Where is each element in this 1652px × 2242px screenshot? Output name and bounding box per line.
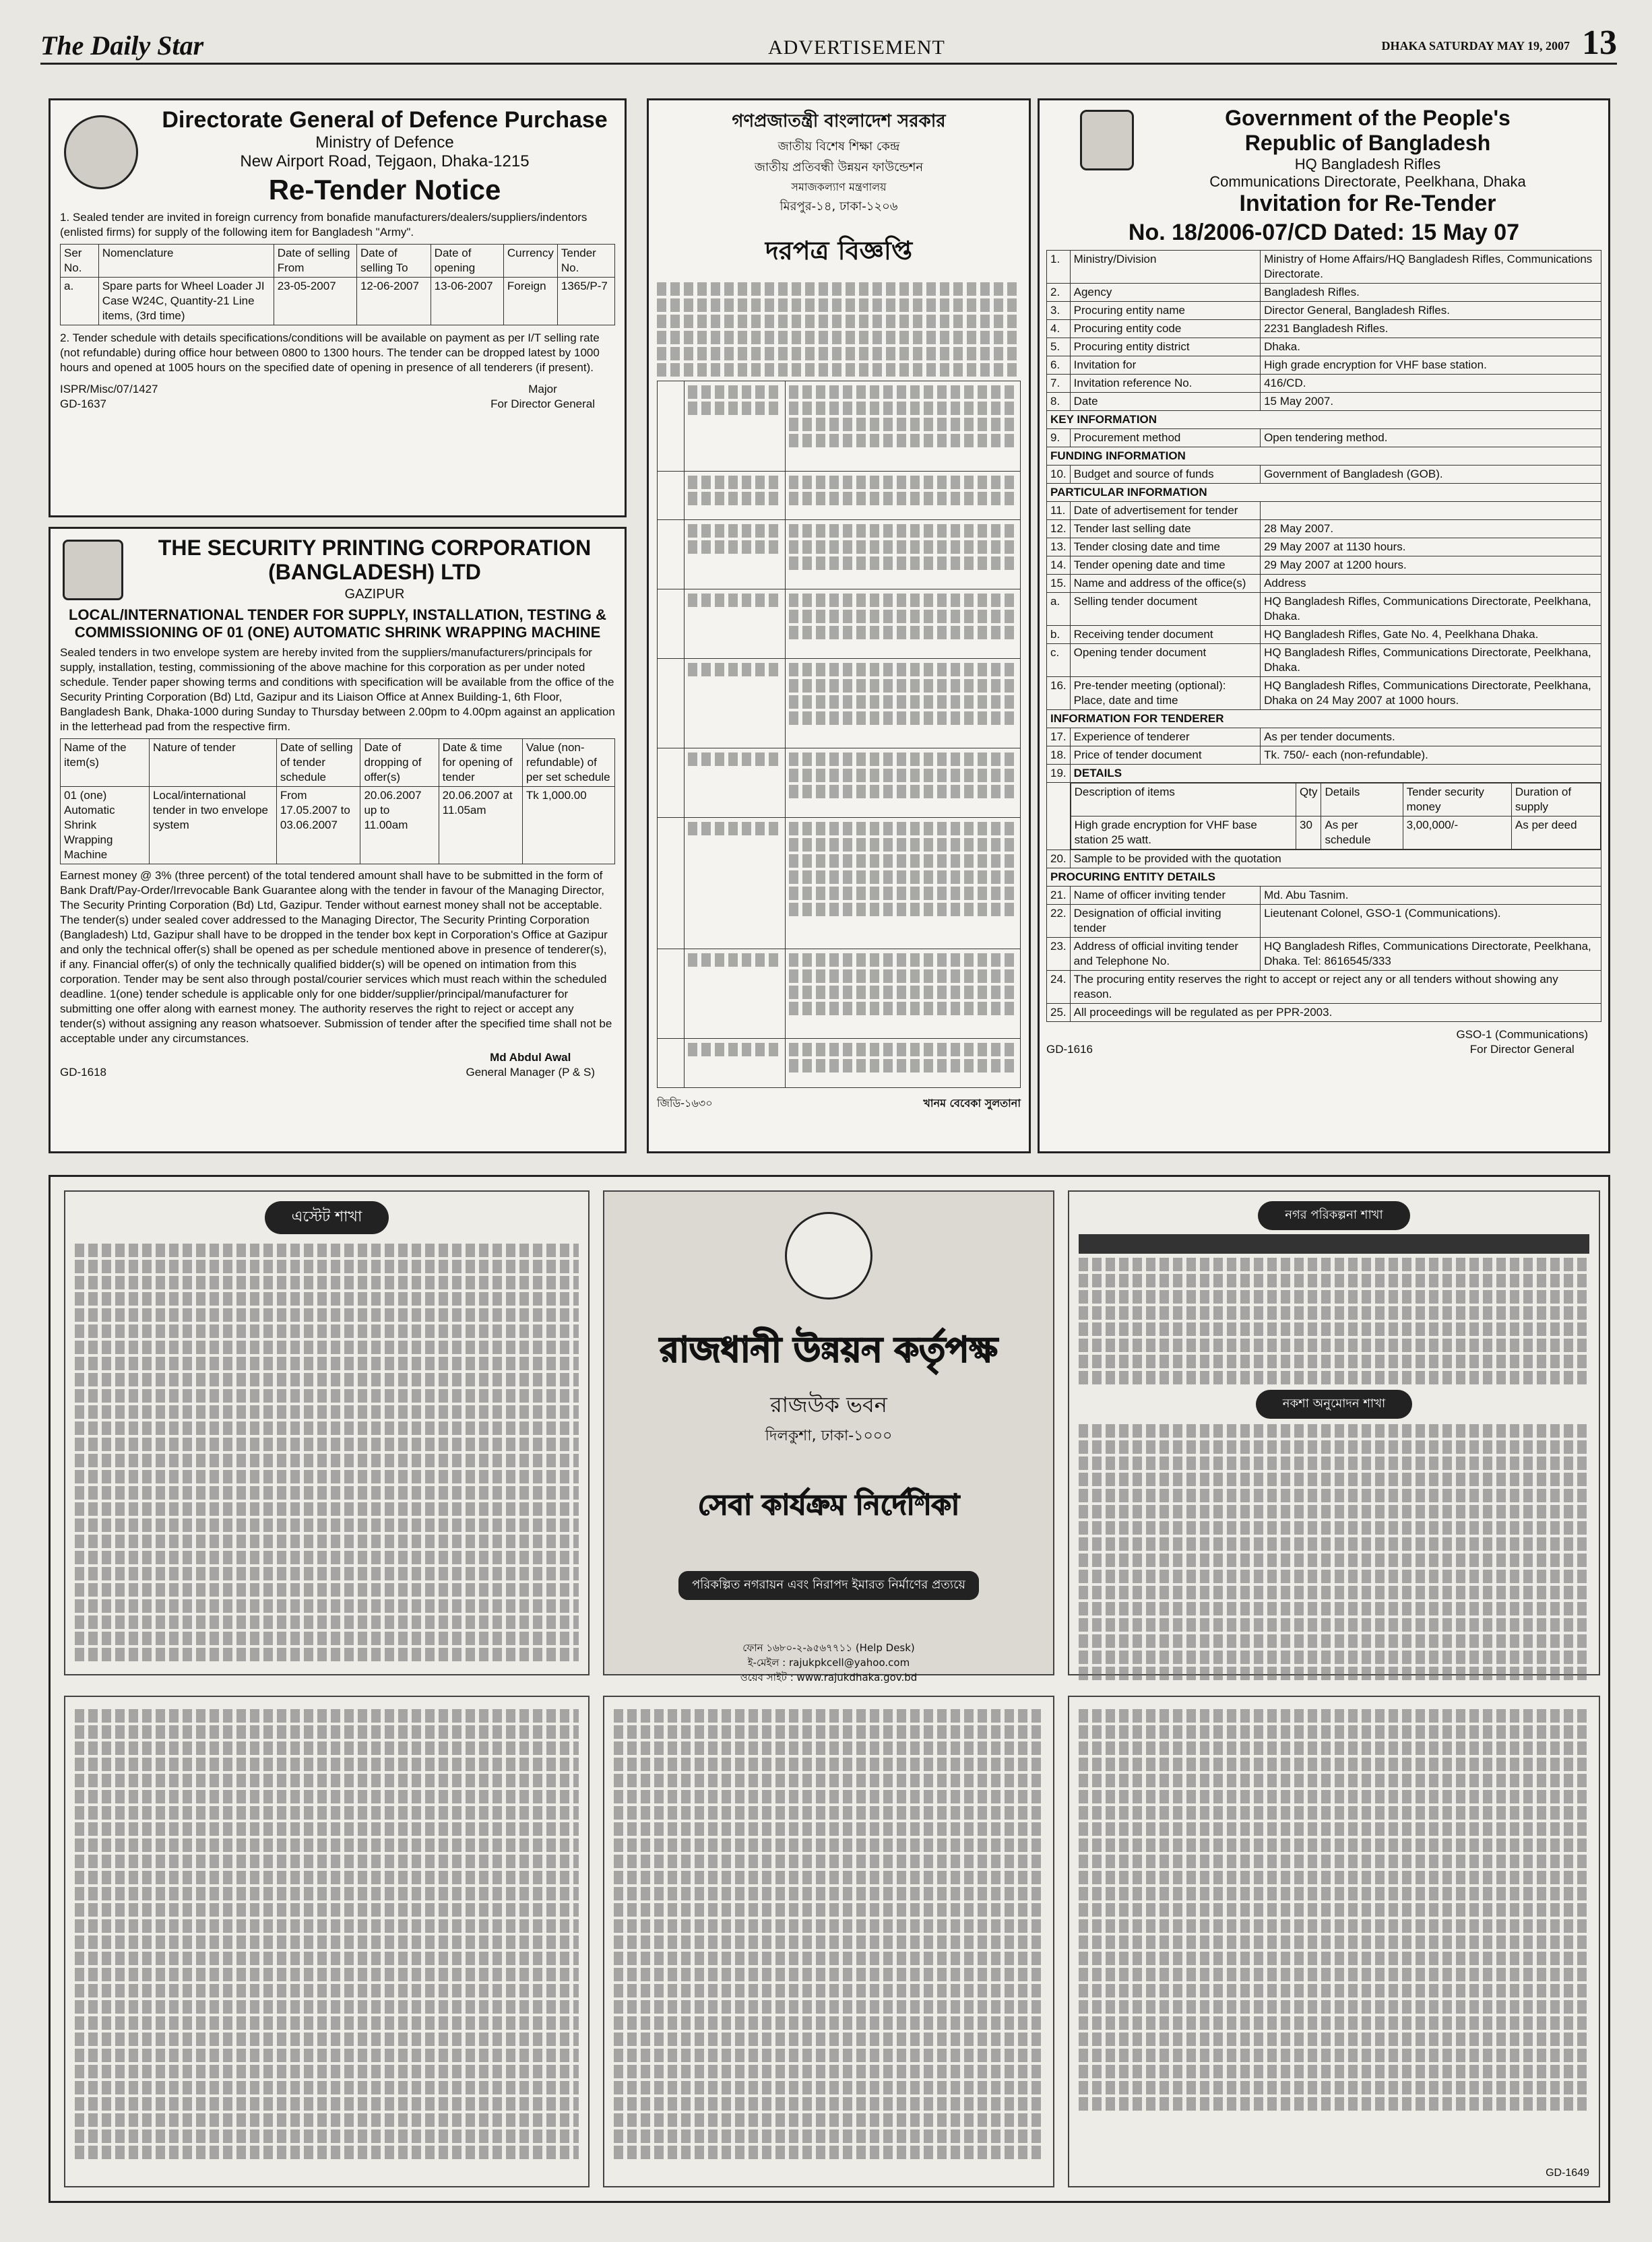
table-cell: 22. bbox=[1047, 905, 1071, 938]
table-row bbox=[1047, 746, 1601, 765]
table-cell: 1365/P-7 bbox=[557, 278, 614, 325]
table-cell: Experience of tenderer bbox=[1070, 728, 1260, 746]
table-cell: Procuring entity code bbox=[1070, 320, 1260, 338]
table-header: Details bbox=[1321, 783, 1403, 816]
spc-intro: Sealed tenders in two envelope system are hereby invited from the suppliers/manufacturers/principals for supply, installation, testing, commissioning of the above machine for this corporation as per under noted schedule. Tender paper showing terms and conditions with specification will be available from the office of the Security Printing Corporation (Bd) Ltd, Gazipur and its Liaison Office at Annex Building-1, 6th Floor, Bangladesh Bank, Dhaka-1000 during Sunday to Thursday between 2.00pm to 4.00pm against an application in the letterhead pad from the respective firm. bbox=[60, 646, 615, 733]
table-cell: 24. bbox=[1047, 971, 1071, 1004]
bdr-signer-title: For Director General bbox=[1469, 1043, 1575, 1056]
table-row bbox=[1047, 502, 1601, 520]
table-header: Date of selling of tender schedule bbox=[276, 739, 360, 787]
table-row bbox=[1047, 938, 1601, 971]
table-cell: Procuring entity district bbox=[1070, 338, 1260, 356]
table-cell: Date bbox=[1070, 393, 1260, 411]
table-header: Nomenclature bbox=[98, 245, 274, 278]
bdr-tenderer: INFORMATION FOR TENDERER bbox=[1047, 710, 1601, 728]
table-cell: 20.06.2007 at 11.05am bbox=[439, 787, 522, 864]
table-cell: 9. bbox=[1047, 429, 1071, 447]
rajuk-ad bbox=[49, 1175, 1610, 2203]
bdr-emblem-icon bbox=[1080, 110, 1134, 170]
table-cell: 18. bbox=[1047, 746, 1071, 765]
rajuk-phone: ফোন ১৬৮০-২-৯৫৬৭৭১১ (Help Desk) bbox=[742, 1642, 915, 1654]
table-row bbox=[1047, 429, 1601, 447]
table-cell: Tk. 750/- each (non-refundable). bbox=[1261, 746, 1601, 765]
table-header: Name of the item(s) bbox=[61, 739, 150, 787]
table-cell: 01 (one) Automatic Shrink Wrapping Machine bbox=[61, 787, 150, 864]
table-cell: Budget and source of funds bbox=[1070, 466, 1260, 484]
table-row bbox=[1047, 728, 1601, 746]
rajuk-service: সেবা কার্যক্রম নির্দেশিকা bbox=[697, 1488, 960, 1521]
table-cell: 21. bbox=[1047, 887, 1071, 905]
bangla-table bbox=[657, 381, 1021, 1088]
rajuk-big-title: রাজধানী উন্নয়ন কর্তৃপক্ষ bbox=[660, 1330, 998, 1370]
dgdp-intro: 1. Sealed tender are invited in foreign currency from bonafide manufacturers/dealers/suppliers/indentors (enlisted firms) for supply of the following item for Bangladesh "Army". bbox=[60, 211, 587, 238]
bdr-hq: HQ Bangladesh Rifles bbox=[1294, 156, 1441, 172]
table-cell: Open tendering method. bbox=[1261, 429, 1601, 447]
rajuk-bhaban: রাজউক ভবন bbox=[770, 1392, 887, 1417]
table-cell: 4. bbox=[1047, 320, 1071, 338]
table-cell: Invitation reference No. bbox=[1070, 375, 1260, 393]
bdr-table bbox=[1046, 250, 1601, 1022]
table-cell: 7. bbox=[1047, 375, 1071, 393]
bangla-code: জিডি-১৬৩০ bbox=[657, 1097, 713, 1110]
page-header bbox=[40, 24, 1617, 65]
rajuk-code: GD-1649 bbox=[1546, 2167, 1589, 2179]
rajuk-naksha-heading: নকশা অনুমোদন শাখা bbox=[1256, 1390, 1413, 1419]
table-row bbox=[658, 949, 1021, 1039]
table-header: Tender security money bbox=[1403, 783, 1511, 816]
table-row bbox=[61, 278, 615, 325]
bdr-number: No. 18/2006-07/CD Dated: 15 May 07 bbox=[1128, 220, 1520, 245]
table-cell: Local/international tender in two envelope system bbox=[149, 787, 276, 864]
table-header: Description of items bbox=[1071, 783, 1296, 816]
table-cell: 12. bbox=[1047, 520, 1071, 538]
spc-table bbox=[60, 738, 615, 864]
table-cell: Lieutenant Colonel, GSO-1 (Communications). bbox=[1261, 905, 1601, 938]
table-cell: 2231 Bangladesh Rifles. bbox=[1261, 320, 1601, 338]
table-cell: Tender closing date and time bbox=[1070, 538, 1260, 556]
table-cell: 3,00,000/- bbox=[1403, 816, 1511, 850]
table-cell: 2. bbox=[1047, 284, 1071, 302]
table-cell: Receiving tender document bbox=[1070, 626, 1260, 644]
table-cell: HQ Bangladesh Rifles, Communications Directorate, Peelkhana, Dhaka on 24 May 2007 at 1000 hours. bbox=[1261, 677, 1601, 710]
table-cell: Opening tender document bbox=[1070, 644, 1260, 677]
table-header: Ser No. bbox=[61, 245, 99, 278]
table-cell: Director General, Bangladesh Rifles. bbox=[1261, 302, 1601, 320]
table-row bbox=[1047, 284, 1601, 302]
table-header: Date of selling From bbox=[274, 245, 356, 278]
table-cell: Designation of official inviting tender bbox=[1070, 905, 1260, 938]
table-cell: Agency bbox=[1070, 284, 1260, 302]
table-cell: Government of Bangladesh (GOB). bbox=[1261, 466, 1601, 484]
table-cell: 20.06.2007 up to 11.00am bbox=[360, 787, 439, 864]
rajuk-bottom-center bbox=[603, 1696, 1054, 2187]
table-row bbox=[1047, 538, 1601, 556]
table-header: Date & time for opening of tender bbox=[439, 739, 522, 787]
table-row bbox=[1047, 520, 1601, 538]
table-header: Tender No. bbox=[557, 245, 614, 278]
dgdp-title: Directorate General of Defence Purchase bbox=[162, 107, 608, 133]
bdr-gov2: Republic of Bangladesh bbox=[1244, 131, 1491, 155]
bangla-gov: গণপ্রজাতন্ত্রী বাংলাদেশ সরকার bbox=[732, 111, 946, 131]
bangla-org1: জাতীয় বিশেষ শিক্ষা কেন্দ্র bbox=[777, 139, 900, 154]
table-row bbox=[658, 471, 1021, 519]
rajuk-cover bbox=[603, 1190, 1054, 1684]
table-row bbox=[658, 381, 1021, 472]
table-header: Currency bbox=[503, 245, 557, 278]
table-cell: a. bbox=[61, 278, 99, 325]
bdr-code: GD-1616 bbox=[1046, 1043, 1093, 1056]
spc-signer-title: General Manager (P & S) bbox=[466, 1066, 595, 1079]
table-cell: 13. bbox=[1047, 538, 1071, 556]
rajuk-email: ই-মেইল : rajukpkcell@yahoo.com bbox=[747, 1657, 910, 1669]
table-cell: 15. bbox=[1047, 575, 1071, 593]
table-cell: Address bbox=[1261, 575, 1601, 593]
table-cell: 20. bbox=[1047, 850, 1071, 868]
table-cell: Name and address of the office(s) bbox=[1070, 575, 1260, 593]
spc-signer: Md Abdul Awal bbox=[490, 1051, 571, 1064]
bangla-addr: মিরপুর-১৪, ঢাকা-১২০৬ bbox=[780, 199, 898, 214]
table-row bbox=[1047, 575, 1601, 593]
table-row bbox=[658, 658, 1021, 748]
table-header: Qty bbox=[1296, 783, 1321, 816]
table-row bbox=[658, 519, 1021, 589]
dgdp-line1: Ministry of Defence bbox=[315, 133, 454, 152]
dgdp-para2: 2. Tender schedule with details specifications/conditions will be available on payment as per I/T selling rate (not refundable) during office hour between 0800 to 1300 hours. The tender can be dropped latest by 1000 hours and opened at 1005 hours on the specified date of opening in presence of all tenderers (if present). bbox=[60, 331, 600, 374]
table-cell: 23. bbox=[1047, 938, 1071, 971]
dgdp-emblem-icon bbox=[64, 115, 138, 189]
table-header: Date of opening bbox=[431, 245, 503, 278]
table-cell: 23-05-2007 bbox=[274, 278, 356, 325]
table-cell: Procuring entity name bbox=[1070, 302, 1260, 320]
bangla-org2: জাতীয় প্রতিবন্ধী উন্নয়ন ফাউন্ডেশন bbox=[754, 160, 924, 174]
table-cell: Invitation for bbox=[1070, 356, 1260, 375]
table-cell: Selling tender document bbox=[1070, 593, 1260, 626]
table-cell: As per tender documents. bbox=[1261, 728, 1601, 746]
rajuk-addr: দিলকুশা, ঢাকা-১০০০ bbox=[765, 1428, 893, 1444]
bdr-particular: PARTICULAR INFORMATION bbox=[1047, 484, 1601, 502]
bdr-details-table bbox=[1071, 783, 1601, 850]
rajuk-plan-section bbox=[1068, 1190, 1600, 1675]
rajuk-bottom-right bbox=[1068, 1696, 1600, 2187]
table-header: Duration of supply bbox=[1511, 783, 1600, 816]
table-row bbox=[658, 589, 1021, 658]
table-cell: Tk 1,000.00 bbox=[522, 787, 614, 864]
spc-emblem-icon bbox=[63, 540, 123, 600]
table-cell: 15 May 2007. bbox=[1261, 393, 1601, 411]
table-cell: 8. bbox=[1047, 393, 1071, 411]
bangla-notice: দরপত্র বিজ্ঞপ্তি bbox=[765, 236, 913, 265]
table-cell: 28 May 2007. bbox=[1261, 520, 1601, 538]
table-row bbox=[1047, 626, 1601, 644]
table-row bbox=[1047, 466, 1601, 484]
table-cell: As per schedule bbox=[1321, 816, 1403, 850]
table-row bbox=[1047, 905, 1601, 938]
rajuk-plan-heading: নগর পরিকল্পনা শাখা bbox=[1258, 1201, 1409, 1230]
table-cell: 3. bbox=[1047, 302, 1071, 320]
table-row bbox=[1047, 644, 1601, 677]
table-cell: 13-06-2007 bbox=[431, 278, 503, 325]
spc-place: GAZIPUR bbox=[344, 587, 405, 602]
table-cell: The procuring entity reserves the right to accept or reject any or all tenders without showing any reason. bbox=[1070, 971, 1601, 1004]
table-cell: 19. bbox=[1047, 765, 1071, 783]
bangla-body-text bbox=[657, 282, 1021, 377]
table-row bbox=[1047, 302, 1601, 320]
table-cell: 1. bbox=[1047, 251, 1071, 284]
table-cell: HQ Bangladesh Rifles, Communications Directorate, Peelkhana, Dhaka. bbox=[1261, 644, 1601, 677]
table-cell: a. bbox=[1047, 593, 1071, 626]
table-cell: 10. bbox=[1047, 466, 1071, 484]
table-row bbox=[1047, 251, 1601, 284]
table-cell: Dhaka. bbox=[1261, 338, 1601, 356]
bdr-funding: FUNDING INFORMATION bbox=[1047, 447, 1601, 466]
table-cell bbox=[1261, 502, 1601, 520]
table-header: Nature of tender bbox=[149, 739, 276, 787]
table-cell: 416/CD. bbox=[1261, 375, 1601, 393]
table-cell: HQ Bangladesh Rifles, Gate No. 4, Peelkhana Dhaka. bbox=[1261, 626, 1601, 644]
table-cell: As per deed bbox=[1511, 816, 1600, 850]
section-title: ADVERTISEMENT bbox=[768, 36, 945, 59]
table-cell: Price of tender document bbox=[1070, 746, 1260, 765]
table-cell: 11. bbox=[1047, 502, 1071, 520]
bangla-signer: খানম বেবেকা সুলতানা bbox=[923, 1097, 1021, 1110]
table-cell: Ministry/Division bbox=[1070, 251, 1260, 284]
table-cell: Foreign bbox=[503, 278, 557, 325]
table-cell: High grade encryption for VHF base station 25 watt. bbox=[1071, 816, 1296, 850]
table-row bbox=[1047, 971, 1601, 1004]
table-cell: 17. bbox=[1047, 728, 1071, 746]
spc-title: THE SECURITY PRINTING CORPORATION (BANGLADESH) LTD bbox=[158, 536, 592, 584]
table-row bbox=[1071, 816, 1600, 850]
dgdp-code: GD-1637 bbox=[60, 397, 106, 410]
table-cell: All proceedings will be regulated as per PPR-2003. bbox=[1070, 1004, 1601, 1022]
table-cell: Address of official inviting tender and Telephone No. bbox=[1070, 938, 1260, 971]
dgdp-line2: New Airport Road, Tejgaon, Dhaka-1215 bbox=[240, 152, 530, 170]
table-header: Value (non-refundable) of per set schedule bbox=[522, 739, 614, 787]
spc-body: Earnest money @ 3% (three percent) of the total tendered amount shall have to be submitted in the form of Bank Draft/Pay-Order/Irrevocable Bank Guarantee along with the tender in favour of the Managing Director, The Security Printing Corporation (Bd) Ltd, Gazipur. Tender without earnest money shall not be acceptable. The tender(s) under sealed cover addressed to the Managing Director, The Security Printing Corporation (Bangladesh) Ltd, Gazipur shall have to be dropped in the tender box kept in Corporation's Office at Gazipur and only the technical offer(s) shall be opened as per schedule mentioned above in presence of tenderer(s), if any. Financial offer(s) of only the technically qualified bidder(s) will be opened on intimation from this corporation. Tender may be sent also through postal/courier services which must reach within the scheduled deadline. 1(one) tender schedule is applicable only for one bidder/supplier/principal/manufacturer for submitting one offer along with earnest money. The authority reserves the right to reject or accept any tender(s) without assigning any reason whatsoever. Submission of tender after the specified time shall not be acceptable under any circumstances. bbox=[60, 869, 612, 1045]
table-cell: DETAILS bbox=[1070, 765, 1601, 783]
table-row bbox=[658, 1039, 1021, 1088]
table-cell: From 17.05.2007 to 03.06.2007 bbox=[276, 787, 360, 864]
table-cell: 5. bbox=[1047, 338, 1071, 356]
table-row bbox=[1047, 850, 1601, 868]
table-row bbox=[1047, 677, 1601, 710]
table-row bbox=[658, 818, 1021, 949]
dgdp-signer: Major bbox=[528, 383, 557, 395]
bdr-dir: Communications Directorate, Peelkhana, Dhaka bbox=[1209, 173, 1526, 190]
bdr-signer: GSO-1 (Communications) bbox=[1456, 1028, 1588, 1041]
table-cell: 6. bbox=[1047, 356, 1071, 375]
rajuk-estate-heading: এস্টেট শাখা bbox=[265, 1201, 389, 1234]
dateline: DHAKA SATURDAY MAY 19, 2007 bbox=[1381, 39, 1570, 53]
table-cell: Spare parts for Wheel Loader JI Case W24C, Quantity-21 Line items, (3rd time) bbox=[98, 278, 274, 325]
table-cell: Pre-tender meeting (optional): Place, date and time bbox=[1070, 677, 1260, 710]
dgdp-ad bbox=[49, 98, 627, 517]
bdr-invite: Invitation for Re-Tender bbox=[1239, 191, 1496, 216]
table-cell: HQ Bangladesh Rifles, Communications Directorate, Peelkhana, Dhaka. Tel: 8616545/333 bbox=[1261, 938, 1601, 971]
table-cell: 29 May 2007 at 1130 hours. bbox=[1261, 538, 1601, 556]
table-cell: 25. bbox=[1047, 1004, 1071, 1022]
bdr-key-info: KEY INFORMATION bbox=[1047, 411, 1601, 429]
rajuk-slogan: পরিকল্পিত নগরায়ন এবং নিরাপদ ইমারত নির্মাণের প্রত্যয়ে bbox=[678, 1571, 979, 1600]
spc-ad bbox=[49, 527, 627, 1153]
page-number: 13 bbox=[1582, 24, 1617, 62]
table-row bbox=[1047, 887, 1601, 905]
dgdp-table bbox=[60, 244, 615, 325]
table-cell: 30 bbox=[1296, 816, 1321, 850]
dgdp-ref: ISPR/Misc/07/1427 bbox=[60, 383, 158, 395]
rajuk-estate-section bbox=[64, 1190, 590, 1675]
table-cell: c. bbox=[1047, 644, 1071, 677]
table-cell: 14. bbox=[1047, 556, 1071, 575]
table-row bbox=[1047, 393, 1601, 411]
rajuk-web: ওয়েব সাইট : www.rajukdhaka.gov.bd bbox=[740, 1671, 918, 1684]
dgdp-notice: Re-Tender Notice bbox=[268, 174, 501, 205]
table-header: Date of dropping of offer(s) bbox=[360, 739, 439, 787]
table-cell: Tender opening date and time bbox=[1070, 556, 1260, 575]
table-cell: Bangladesh Rifles. bbox=[1261, 284, 1601, 302]
table-row bbox=[1047, 375, 1601, 393]
spc-heading: LOCAL/INTERNATIONAL TENDER FOR SUPPLY, INSTALLATION, TESTING & COMMISSIONING OF 01 (ONE) AUTOMATIC SHRINK WRAPPING MACHINE bbox=[68, 606, 607, 641]
table-row bbox=[658, 748, 1021, 818]
table-cell: Procurement method bbox=[1070, 429, 1260, 447]
spc-code: GD-1618 bbox=[60, 1066, 106, 1079]
bdr-ad bbox=[1038, 98, 1610, 1153]
table-row bbox=[1047, 1004, 1601, 1022]
bdr-entity: PROCURING ENTITY DETAILS bbox=[1047, 868, 1601, 887]
rajuk-logo-icon bbox=[785, 1212, 872, 1300]
table-cell: 16. bbox=[1047, 677, 1071, 710]
table-cell: Date of advertisement for tender bbox=[1070, 502, 1260, 520]
table-row bbox=[1047, 765, 1601, 783]
table-cell: Name of officer inviting tender bbox=[1070, 887, 1260, 905]
table-cell: High grade encryption for VHF base station. bbox=[1261, 356, 1601, 375]
rajuk-plan-bar bbox=[1079, 1234, 1589, 1254]
table-cell: Sample to be provided with the quotation bbox=[1070, 850, 1601, 868]
table-cell: Tender last selling date bbox=[1070, 520, 1260, 538]
table-cell: 12-06-2007 bbox=[356, 278, 431, 325]
bdr-gov1: Government of the People's bbox=[1225, 106, 1511, 130]
table-row bbox=[1047, 338, 1601, 356]
masthead: The Daily Star bbox=[40, 30, 204, 61]
dgdp-signer-title: For Director General bbox=[490, 397, 595, 410]
bangla-org3: সমাজকল্যাণ মন্ত্রণালয় bbox=[791, 181, 887, 193]
table-row bbox=[61, 787, 615, 864]
table-cell: HQ Bangladesh Rifles, Communications Directorate, Peelkhana, Dhaka. bbox=[1261, 593, 1601, 626]
table-row bbox=[1047, 320, 1601, 338]
table-cell: Md. Abu Tasnim. bbox=[1261, 887, 1601, 905]
table-cell: b. bbox=[1047, 626, 1071, 644]
bangla-tender-ad bbox=[647, 98, 1031, 1153]
table-header: Date of selling To bbox=[356, 245, 431, 278]
table-cell: Ministry of Home Affairs/HQ Bangladesh Rifles, Communications Directorate. bbox=[1261, 251, 1601, 284]
table-row bbox=[1047, 356, 1601, 375]
rajuk-bottom-left bbox=[64, 1696, 590, 2187]
table-cell: 29 May 2007 at 1200 hours. bbox=[1261, 556, 1601, 575]
table-row bbox=[1047, 593, 1601, 626]
table-row bbox=[1047, 556, 1601, 575]
